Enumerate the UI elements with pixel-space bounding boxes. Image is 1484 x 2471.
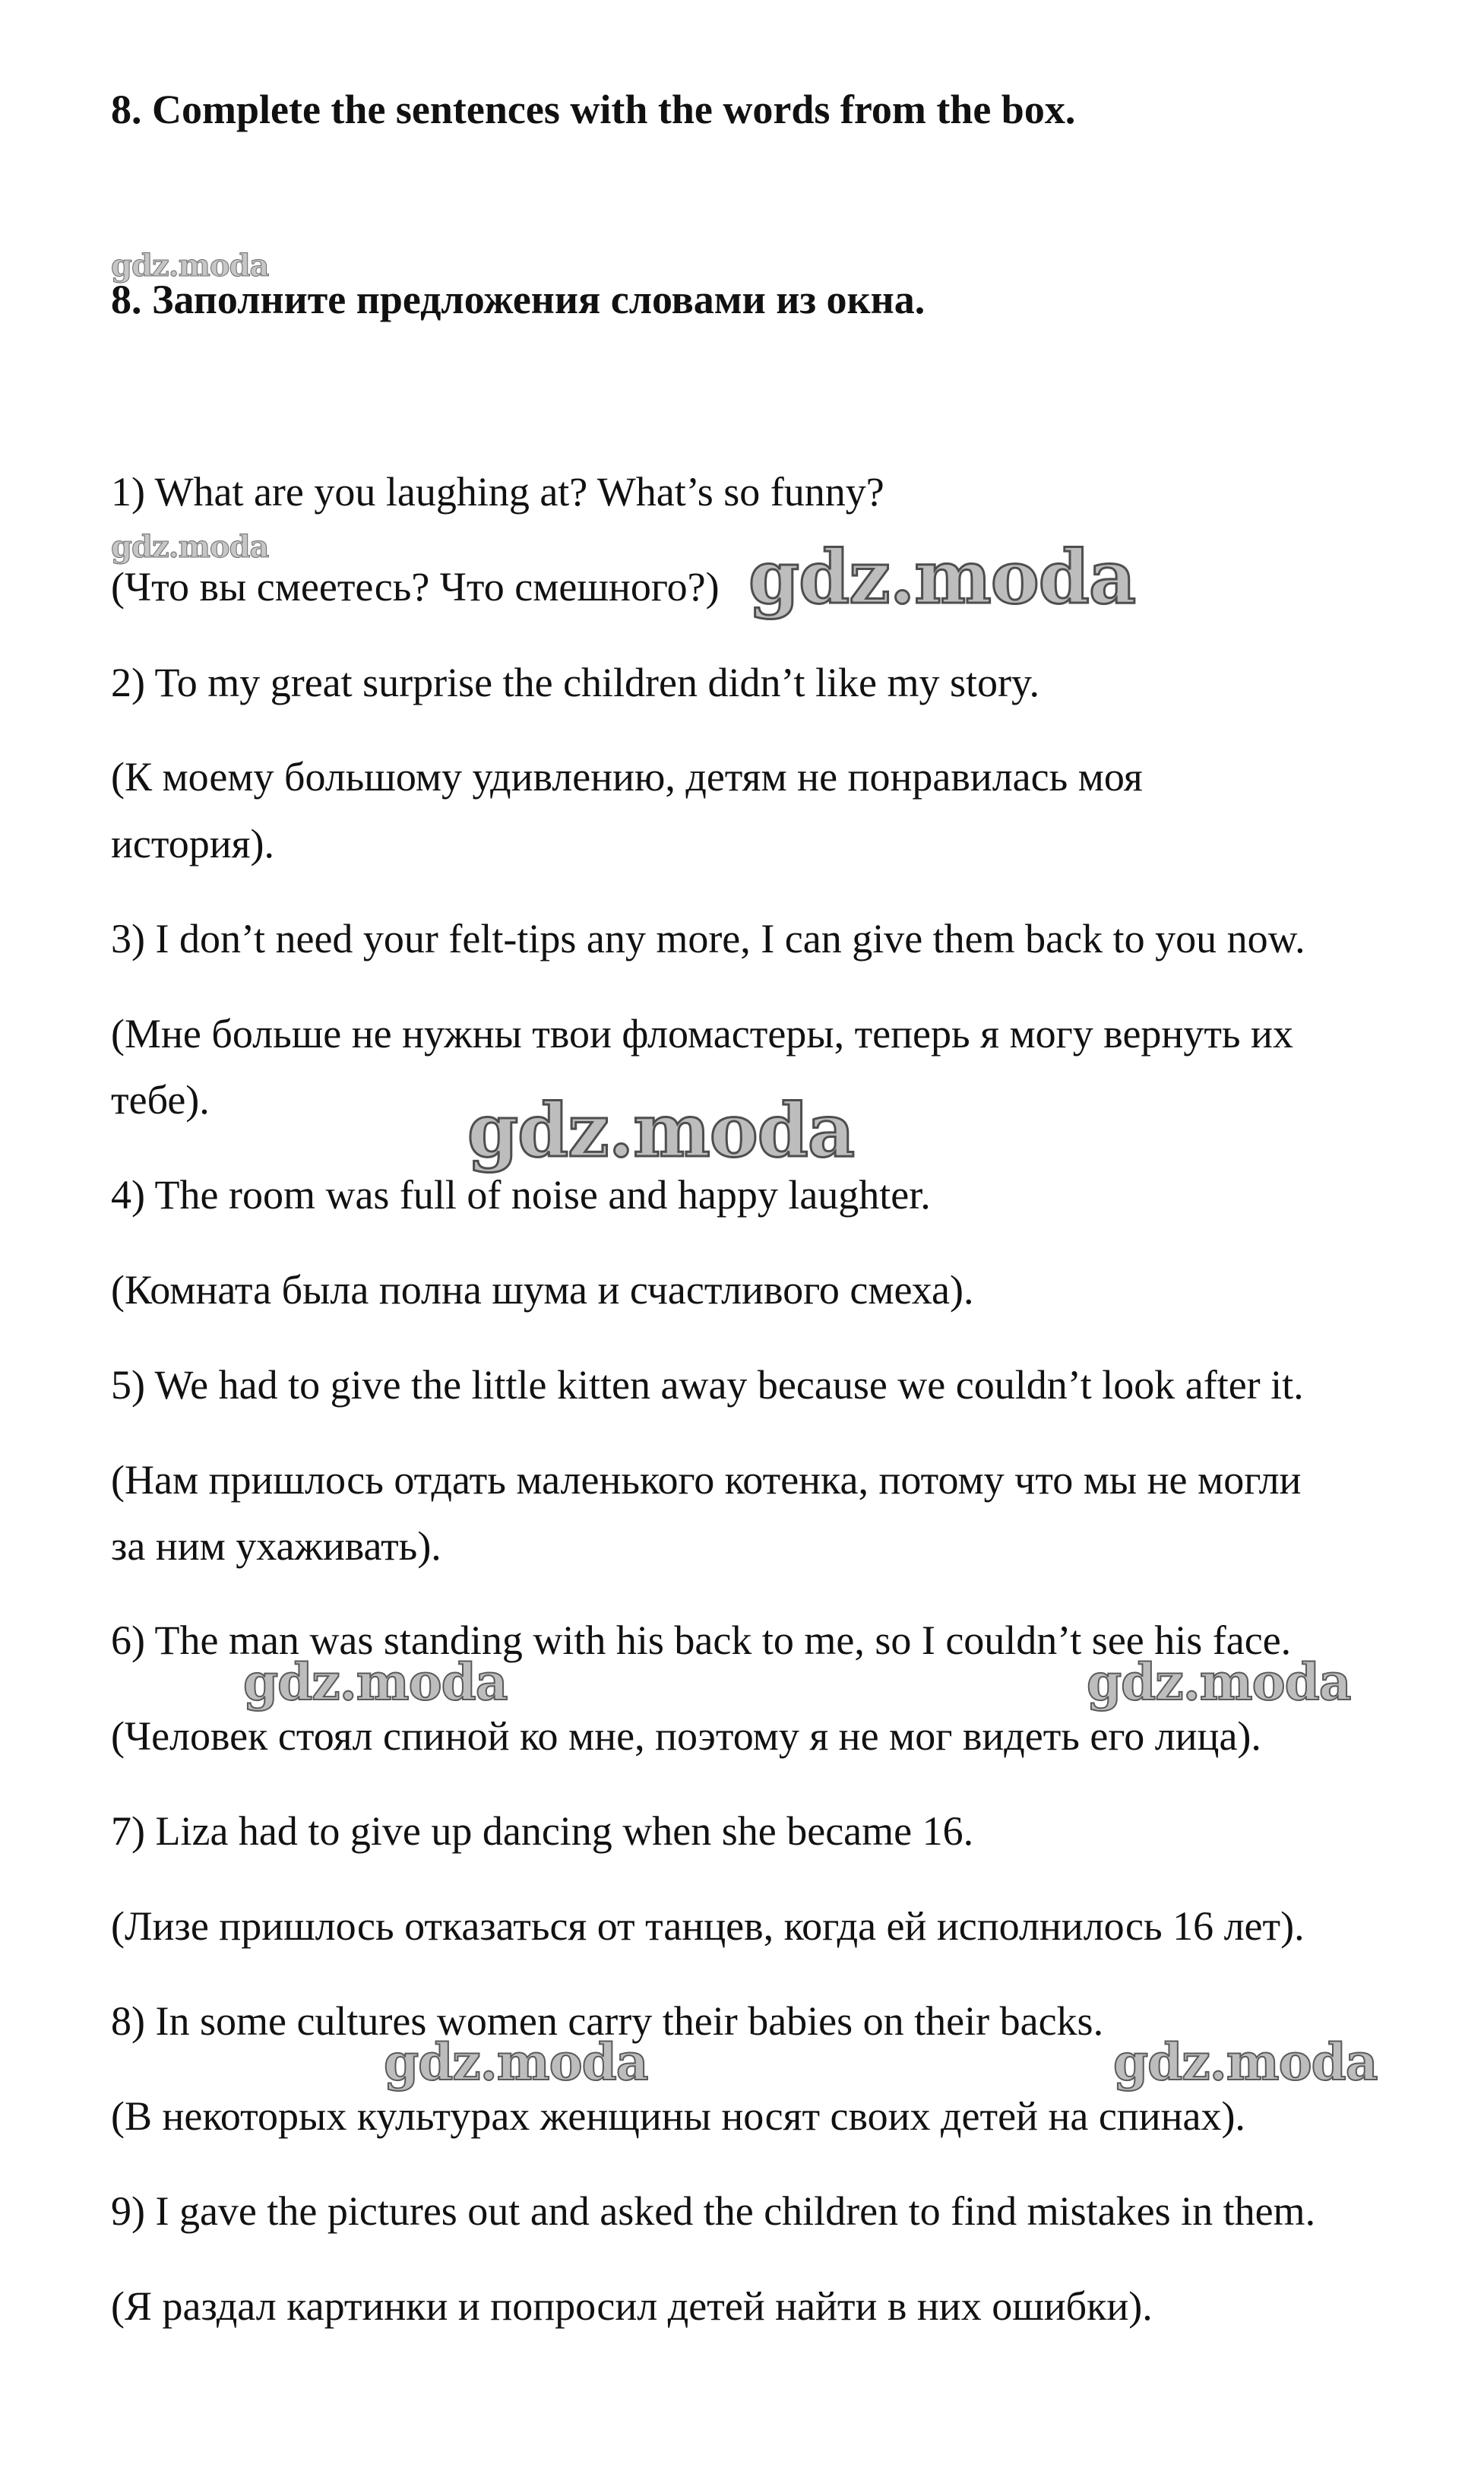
watermark-logo: gdz.moda — [243, 1652, 508, 1712]
sentence-3-translation-line-2: тебе). — [111, 1077, 210, 1123]
sentence-5-translation-line-1: (Нам пришлось отдать маленького котенка, потому что мы не могли — [111, 1457, 1302, 1503]
sentence-9-english: 9) I gave the pictures out and asked the children to find mistakes in them. — [111, 2188, 1316, 2234]
sentence-1-english: 1) What are you laughing at? What’s so funny? — [111, 469, 884, 515]
sentence-8-translation: (В некоторых культурах женщины носят своих детей на спинах). — [111, 2093, 1245, 2139]
sentence-6-english: 6) The man was standing with his back to me, so I couldn’t see his face. — [111, 1617, 1292, 1663]
sentence-2-translation-line-2: история). — [111, 821, 274, 866]
sentence-2-translation-line-1: (К моему большому удивлению, детям не понравилась моя — [111, 754, 1143, 800]
watermark-logo: gdz.moda — [111, 529, 269, 565]
sentence-3-translation-line-1: (Мне больше не нужны твои фломастеры, теперь я могу вернуть их — [111, 1011, 1293, 1057]
watermark-logo: gdz.moda — [1113, 2032, 1378, 2092]
exercise-heading-russian: 8. Заполните предложения словами из окна. — [111, 277, 926, 322]
sentence-7-translation: (Лизе пришлось отказаться от танцев, когда ей исполнилось 16 лет). — [111, 1903, 1305, 1949]
sentence-1-translation: (Что вы смеетесь? Что смешного?) — [111, 564, 720, 610]
watermark-logo: gdz.moda — [384, 2032, 648, 2092]
sentence-2-english: 2) To my great surprise the children didn’t like my story. — [111, 660, 1039, 705]
watermark-logo: gdz.moda — [111, 248, 269, 284]
exercise-heading-english: 8. Complete the sentences with the words from the box. — [111, 87, 1076, 132]
watermark-logo: gdz.moda — [748, 534, 1136, 620]
watermark-logo: gdz.moda — [1087, 1652, 1351, 1712]
sentence-7-english: 7) Liza had to give up dancing when she became 16. — [111, 1808, 974, 1854]
watermark-logo: gdz.moda — [467, 1088, 855, 1174]
sentence-8-english: 8) In some cultures women carry their babies on their backs. — [111, 1998, 1104, 2044]
sentence-4-translation: (Комната была полна шума и счастливого смеха). — [111, 1267, 974, 1313]
sentence-4-english: 4) The room was full of noise and happy laughter. — [111, 1172, 931, 1218]
sentence-5-english: 5) We had to give the little kitten away because we couldn’t look after it. — [111, 1362, 1304, 1408]
sentence-3-english: 3) I don’t need your felt-tips any more, I can give them back to you now. — [111, 916, 1305, 961]
sentence-5-translation-line-2: за ним ухаживать). — [111, 1523, 441, 1569]
sentence-6-translation: (Человек стоял спиной ко мне, поэтому я не мог видеть его лица). — [111, 1713, 1261, 1759]
sentence-9-translation: (Я раздал картинки и попросил детей найти в них ошибки). — [111, 2283, 1153, 2329]
